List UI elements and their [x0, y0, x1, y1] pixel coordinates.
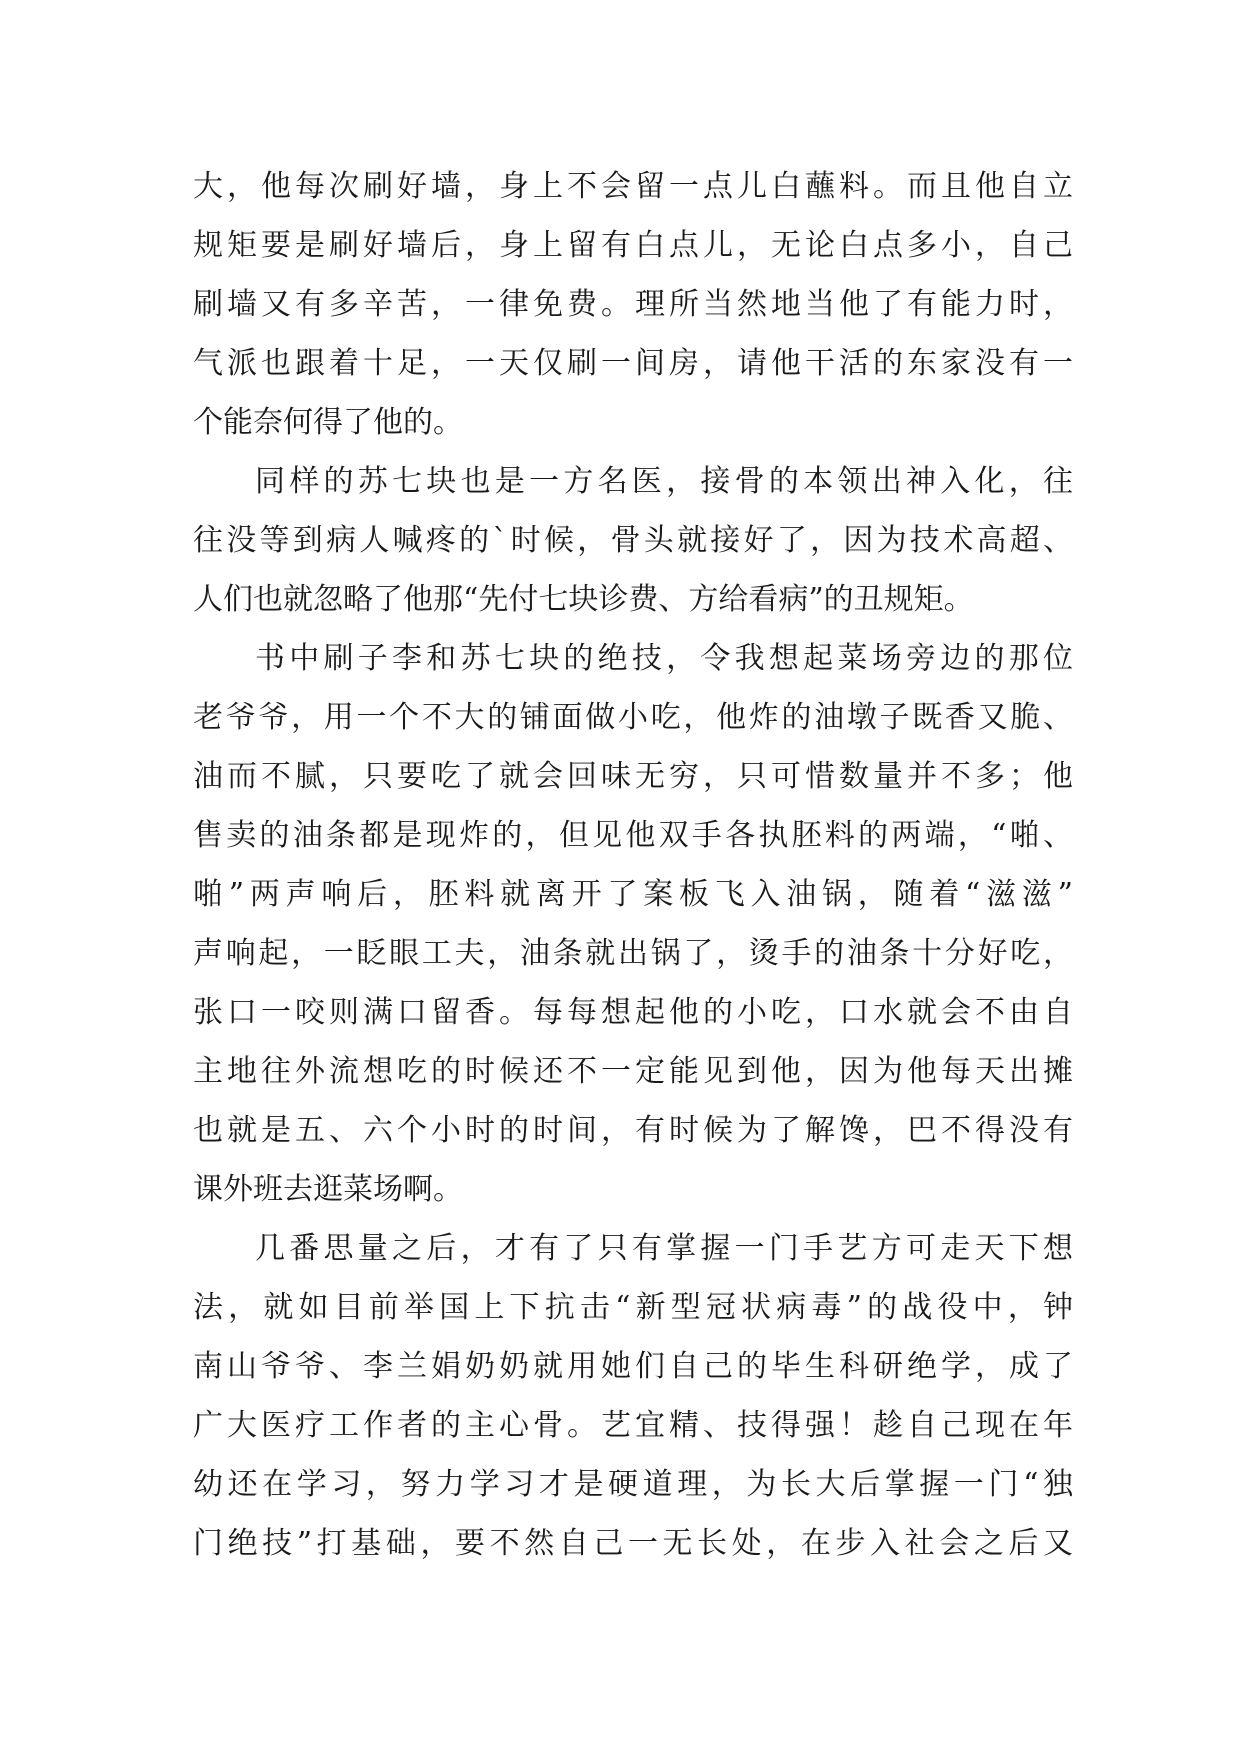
text-line: 老爷爷，用一个不大的铺面做小吃，他炸的油墩子既香又脆、 — [193, 700, 1073, 735]
paragraph-first-line: 几番思量之后，才有了只有掌握一门手艺方可走天下想 — [255, 1231, 1073, 1266]
text-line: 幼还在学习，努力学习才是硬道理，为长大后掌握一门“独 — [193, 1467, 1073, 1502]
text-line: 个能奈何得了他的。 — [193, 405, 463, 440]
text-line: 法，就如目前举国上下抗击“新型冠状病毒”的战役中，钟 — [193, 1290, 1073, 1325]
text-line: 张口一咬则满口留香。每每想起他的小吃，口水就会不由自 — [193, 995, 1073, 1030]
text-line: 啪”两声响后，胚料就离开了案板飞入油锅，随着“滋滋” — [193, 877, 1073, 912]
paragraph-first-line: 同样的苏七块也是一方名医，接骨的本领出神入化，往 — [255, 464, 1073, 499]
text-line: 广大医疗工作者的主心骨。艺宜精、技得强！趁自己现在年 — [193, 1408, 1073, 1443]
text-line: 也就是五、六个小时的时间，有时候为了解馋，巴不得没有 — [193, 1113, 1073, 1148]
text-line: 往没等到病人喊疼的`时候，骨头就接好了，因为技术高超、 — [193, 523, 1073, 558]
text-line: 声响起，一眨眼工夫，油条就出锅了，烫手的油条十分好吃， — [193, 936, 1073, 971]
text-line: 售卖的油条都是现炸的，但见他双手各执胚料的两端，“啪、 — [193, 818, 1073, 853]
text-line: 课外班去逛菜场啊。 — [193, 1172, 463, 1207]
text-line: 主地往外流想吃的时候还不一定能见到他，因为他每天出摊 — [193, 1054, 1073, 1089]
text-line: 南山爷爷、李兰娟奶奶就用她们自己的毕生科研绝学，成了 — [193, 1349, 1073, 1384]
text-line: 油而不腻，只要吃了就会回味无穷，只可惜数量并不多；他 — [193, 759, 1073, 794]
text-line: 人们也就忽略了他那“先付七块诊费、方给看病”的丑规矩。 — [193, 582, 974, 617]
text-line: 大，他每次刷好墙，身上不会留一点儿白蘸料。而且他自立 — [193, 169, 1073, 204]
essay-body — [193, 157, 1073, 1573]
text-line: 规矩要是刷好墙后，身上留有白点儿，无论白点多小，自己 — [193, 228, 1073, 263]
text-line: 气派也跟着十足，一天仅刷一间房，请他干活的东家没有一 — [193, 346, 1073, 381]
text-line: 门绝技”打基础，要不然自己一无长处，在步入社会之后又 — [193, 1526, 1073, 1561]
text-line: 刷墙又有多辛苦，一律免费。理所当然地当他了有能力时， — [193, 287, 1073, 322]
paragraph-first-line: 书中刷子李和苏七块的绝技，令我想起菜场旁边的那位 — [255, 641, 1073, 676]
